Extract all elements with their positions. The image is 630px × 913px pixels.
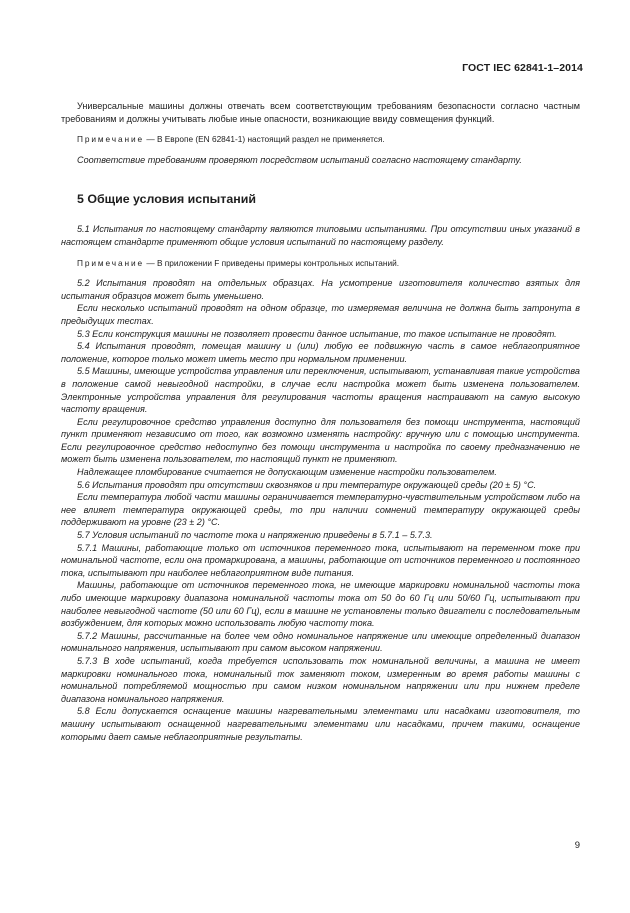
document-code-header: ГОСТ IEC 62841-1–2014 — [462, 62, 583, 74]
clause-5-5: 5.5 Машины, имеющие устройства управления или переключения, испытывают, устанавливая такие устройства в положение самой невыгодной настройки, в случае если настройка может быть изменена пользователем. Электронные устройства управления для регулирования частоты вращения настраивают на самую высокую частоту вращения. — [61, 366, 580, 415]
section-title: 5 Общие условия испытаний — [77, 192, 256, 207]
clause-5-6-b: Если температура любой части машины ограничивается температурно-чувствительным устройством либо на нее влияет температура окружающей среды, то при наличии сомнений температуру окружающей среды поддерживают на уровне (23 ± 2) °С. — [61, 492, 580, 528]
clause-5-2-b: Если несколько испытаний проводят на одном образце, то измеряемая величина не должна быть затронута в предыдущих тестах. — [61, 303, 580, 326]
clause-5-7-1: 5.7.1 Машины, работающие только от источников переменного тока, испытывают на переменном токе при номинальной частоте, если она промаркирована, а машины, работающие от источников переменного и постоянного тока, испытывают при наиболее неблагоприятном виде питания. — [61, 542, 580, 578]
note-label: Примечание — [77, 257, 145, 268]
page-content — [61, 100, 580, 743]
clause-5-4: 5.4 Испытания проводят, помещая машину и (или) любую ее подвижную часть в самое неблагоприятное положение, которое только может иметь место при нормальном применении. — [61, 341, 580, 364]
clause-5-6: 5.6 Испытания проводят при отсутствии сквозняков и при температуре окружающей среды (20 ± 5) °С. — [77, 479, 537, 490]
page-number: 9 — [574, 840, 580, 851]
clause-5-5-c: Надлежащее пломбирование считается не допускающим изменение настройки пользователем. — [77, 467, 497, 478]
note-europe — [61, 133, 580, 146]
note-text: — В Европе (EN 62841-1) настоящий раздел не применяется. — [144, 134, 385, 145]
clause-5-5-b: Если регулировочное средство управления доступно для пользователя без помощи инструмента, настоящий пункт применяют независимо от того, как возможно изменять настройку: вручную или с помощью инструмента. Если регулировочное средство недоступно без помощи инструмента и настройка по своему предназначению не может быть изменена пользователем, то настоящий пункт не применяют. — [61, 416, 580, 465]
clause-5-2: 5.2 Испытания проводят на отдельных образцах. На усмотрение изготовителя количество взятых для испытания образцов может быть уменьшено. — [61, 278, 580, 301]
clause-5-8: 5.8 Если допускается оснащение машины нагревательными элементами или насадками изготовителя, то машину испытывают оснащенной нагревательными элементами или насадками, причем такими, оснащение которыми дает самые неблагоприятные результаты. — [61, 706, 580, 742]
clause-5-1: 5.1 Испытания по настоящему стандарту являются типовыми испытаниями. При отсутствии иных указаний в настоящем стандарте применяют общие условия испытаний по настоящему разделу. — [61, 224, 580, 247]
note-label: Примечание — [77, 134, 145, 145]
clause-5-7-2: 5.7.2 Машины, рассчитанные на более чем одно номинальное напряжение или имеющие определенный диапазон номинального напряжения, испытывают при самом высоком напряжении. — [61, 630, 580, 654]
paragraph-compliance: Соответствие требованиям проверяют посредством испытаний согласно настоящему стандарту. — [77, 154, 522, 165]
clause-5-7-1-b: Машины, работающие от источников переменного тока, не имеющие маркировки номинальной частоты тока либо имеющие маркировку диапазона номинальной частоты тока от 50 до 60 Гц или 50/60 Гц, испытывают при наиболее невыгодной частоте (50 или 60 Гц), если в машине не установлены только двигатели с последовательным возбуждением, для которых можно использовать любую частоту тока. — [61, 580, 580, 629]
clause-5-3: 5.3 Если конструкция машины не позволяет провести данное испытание, то такое испытание не проводят. — [77, 328, 557, 339]
paragraph-universal-machines: Универсальные машины должны отвечать всем соответствующим требованиям безопасности согласно частным требованиям и должны учитывать любые иные опасности, возникающие ввиду совмещения функций. — [61, 101, 580, 124]
note-annex-f — [61, 257, 580, 270]
clause-5-7-3: 5.7.3 В ходе испытаний, когда требуется использовать ток номинальной величины, а машина не имеет маркировки номинального тока, номинальный ток заменяют током, измеренным во время работы машины с номинальной потребляемой мощностью при самом низком номинальном напряжении или при нижнем пределе диапазона номинального напряжения. — [61, 655, 580, 704]
note-text: — В приложении F приведены примеры контрольных испытаний. — [144, 257, 400, 268]
clause-5-7: 5.7 Условия испытаний по частоте тока и напряжению приведены в 5.7.1 – 5.7.3. — [77, 530, 433, 541]
